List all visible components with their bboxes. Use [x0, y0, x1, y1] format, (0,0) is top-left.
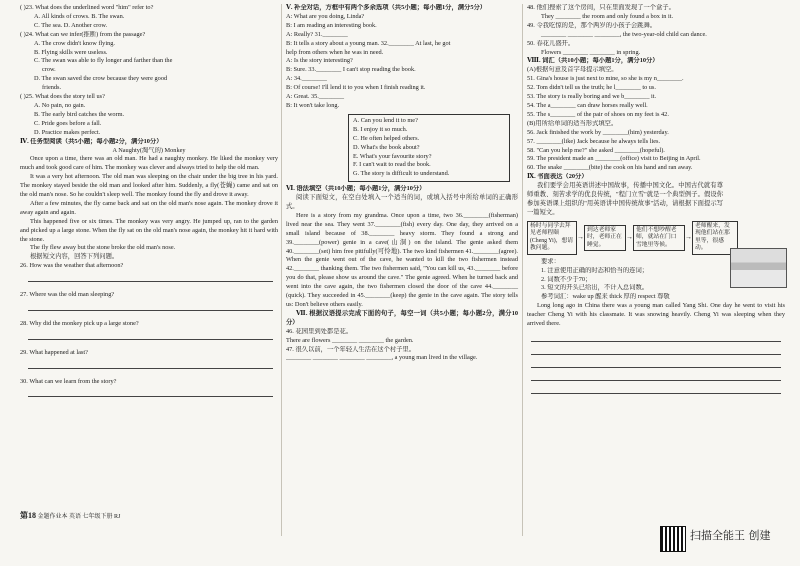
- section-6-instruction: 阅读下面短文，在空白处填入一个适当的词，或填入括号中所给单词的正确形式。: [286, 194, 518, 211]
- arrow-right-icon: →: [626, 233, 633, 242]
- writing-line[interactable]: [531, 355, 781, 368]
- q25-a: A. No pain, no gain.: [34, 101, 86, 109]
- q46-cn: 46. 花园里到处都是花。: [286, 327, 353, 335]
- column-right: [527, 4, 785, 394]
- dialog-line: A: Really? 31.________: [286, 30, 348, 38]
- answer-line-27[interactable]: [28, 304, 273, 311]
- flow-step-2: 到达老师家时，老师正在睡觉。: [584, 225, 626, 252]
- q50-en: Flowers ________ ________ in spring.: [541, 48, 641, 56]
- q59: 59. The president made an ________(office) visit to Beijing in April.: [527, 155, 701, 163]
- story-title: A Naughty(淘气的) Monkey: [112, 146, 186, 154]
- q47-cn: 47. 很久以前，一个年轻人生活在这个村子里。: [286, 345, 416, 353]
- q24-b: B. Flying skills were useless.: [34, 48, 108, 56]
- section-9-prompt: 我们要学会用英语讲述中国故事，传播中国文化。中国古代就有尊师重教、刻苦求学的优良传统，"程门立雪"就是一个典型例子。假设你参加英语课上组织的"用英语讲中国传统故事"活动，请根据下面提示写一篇短文。: [527, 182, 723, 216]
- reference-vocab: 参考词汇：wake up 醒来 thick 厚的 respect 尊敬: [541, 293, 670, 301]
- page-number: 第18: [20, 511, 36, 520]
- option-g: G. The story is difficult to understand.: [353, 170, 450, 178]
- writing-line[interactable]: [531, 329, 781, 342]
- dialog-line: help from others when he was in need.: [286, 48, 384, 56]
- section-9-title: Ⅸ. 书面表达（20分）: [527, 173, 588, 181]
- q25-d: D. Practice makes perfect.: [34, 128, 101, 136]
- answer-line-26[interactable]: [28, 275, 273, 282]
- q58: 58. "Can you help me?" she asked ________(hopeful).: [527, 146, 665, 154]
- requirement-1: 1. 注意使用正确的时态和恰当的连词；: [541, 266, 649, 274]
- q28: 28. Why did the monkey pick up a large stone?: [20, 319, 139, 327]
- dialog-line: B: I am reading an interesting book.: [286, 21, 377, 29]
- arrow-right-icon: →: [685, 233, 692, 242]
- q53: 53. The story is really boring and we b________ it.: [527, 93, 657, 101]
- q25-c: C. Pride goes before a fall.: [34, 119, 102, 127]
- answer-line-29[interactable]: [28, 362, 273, 369]
- dialog-line: B: It tells a story about a young man. 32.________ At last, he got: [286, 39, 451, 47]
- q55: 55. The s________ of the pair of shoes on my feet is 42.: [527, 110, 669, 118]
- section-6-passage: Here is a story from my grandma. Once upon a time, two 36.________(fisherman) lived near the sea. They went 37.________(fish) every day. One day, they arrived on a small island because of 38.________ heavy storm. They found a strong and 39.________(power) genie in a cave(山洞) on the island. The genie asked them 40.________(set) him free pitifully(可怜地). The two kind fishermen 41.________(agree). When the genie went out of the cave, he wanted to kill the two fishermen instead 42.________ thanking them. The two fishermen said, "You can kill us, 43.________ before you do that, please show us around the cave." The genie agreed. When he turned back and went into the cave again, the two fishermen closed the door of the cave 44.________ (quick). They succeeded in 45.________(keep) the genie in the cave again. The story tells us: Don't believe others easily.: [286, 211, 518, 308]
- answer-line-28[interactable]: [28, 333, 273, 340]
- story-para-4: This happened five or six times. The monkey was very angry. He jumped up, ran to the garden and picked up a large stone. When the fly sat on the old man's nose again, the monkey hit it hard with the stone.: [20, 217, 278, 243]
- q48-cn: 48. 他们搜索了这个房间，只在里面发现了一个盒子。: [527, 4, 675, 11]
- page-footer: [20, 512, 120, 522]
- requirements-title: 要求：: [541, 257, 560, 265]
- story-para-5: The fly flew away but the stone broke the old man's nose.: [30, 244, 176, 252]
- q26: 26. How was the weather that afternoon?: [20, 262, 124, 270]
- column-middle: [286, 4, 518, 363]
- dialog-line: A: 34.________: [286, 75, 327, 83]
- qr-code-icon: [660, 526, 686, 552]
- q46-en: There are flowers ________ ________ the garden.: [286, 336, 414, 344]
- options-box: [348, 114, 510, 182]
- story-illustration: [730, 248, 787, 288]
- writing-line[interactable]: [531, 342, 781, 355]
- q25: ( )25. What does the story tell us?: [20, 93, 105, 101]
- option-f: F. I can't wait to read the book.: [353, 161, 431, 169]
- q23-opts-cd: C. The sea. D. Another crow.: [34, 21, 108, 29]
- dialog-line: B: Sure. 33.________ I can't stop reading the book.: [286, 66, 416, 74]
- section-4-title: Ⅳ. 任务型阅读（共5小题；每小题2分，满分10分）: [20, 137, 163, 145]
- q23-opts-ab: A. All kinds of crows. B. The swan.: [34, 12, 125, 20]
- q50-cn: 50. 春花儿盛开。: [527, 39, 575, 47]
- answer-line-30[interactable]: [28, 390, 273, 397]
- q24-c-cont: crow.: [42, 66, 56, 74]
- section-6-title: Ⅵ. 语法填空（共10小题；每小题1分，满分10分）: [286, 185, 426, 193]
- q56: 56. Jack finished the work by ________(him) yesterday.: [527, 128, 669, 136]
- arrow-right-icon: →: [577, 233, 584, 242]
- q54: 54. The a________ can draw horses really well.: [527, 101, 648, 109]
- option-a: A. Can you lend it to me?: [353, 116, 418, 124]
- q47-en: ________ ________ ________ ________, a young man lived in the village.: [286, 354, 478, 362]
- q57: 57. ________(like) Jack because he always tells lies.: [527, 137, 661, 145]
- story-para-3: After a few minutes, the fly came back and sat on the old man's nose again. The monkey drove it away again and again.: [20, 199, 278, 216]
- q49-en: ________ ________ ________, the two-year-old child can dance.: [541, 30, 707, 38]
- requirement-2: 2. 词数不少于70；: [541, 275, 592, 283]
- q23: ( )23. What does the underlined word "him" refer to?: [20, 4, 154, 11]
- footer-text: 金题作业本 英语 七年级下册 RJ: [37, 514, 121, 520]
- dialog-line: B: Of course! I'll lend it to you when I finish reading it.: [286, 84, 426, 92]
- q52: 52. Tom didn't tell us the truth; he l________ to us.: [527, 84, 656, 92]
- q29: 29. What happened at last?: [20, 348, 88, 356]
- q24-a: A. The crow didn't know flying.: [34, 39, 115, 47]
- dialog-line: B: It won't take long.: [286, 101, 340, 109]
- requirement-3: 3. 短文的开头已给出，不计入总词数。: [541, 284, 649, 292]
- option-b: B. I enjoy it so much.: [353, 125, 408, 133]
- q30: 30. What can we learn from the story?: [20, 377, 117, 385]
- q48-en: They ________ the room and only found a box in it.: [541, 12, 674, 20]
- q25-b: B. The early bird catches the worm.: [34, 110, 125, 118]
- story-para-2: It was a very hot afternoon. The old man was sleeping on the chair under the big tree in his yard. The monkey stayed beside the old man and looked after him. Suddenly, a fly(苍蝇) came and sat on the old man's nose. So he couldn't sleep well. The monkey found the fly and drove it away.: [20, 173, 278, 199]
- part-a-title: (A)根据句意及首字母提示填空。: [527, 66, 618, 74]
- q24-c: C. The swan was able to fly longer and farther than the: [34, 57, 173, 65]
- column-left: [20, 4, 278, 406]
- option-c: C. He often helped others.: [353, 134, 420, 142]
- q24-d-cont: friends.: [42, 84, 62, 92]
- story-para-1: Once upon a time, there was an old man. He had a naughty monkey. He liked the monkey very much and took good care of him. The monkey was clever and always tried to help the old man.: [20, 155, 278, 172]
- option-d: D. What's the book about?: [353, 143, 420, 151]
- option-e: E. What's your favourite story?: [353, 152, 432, 160]
- dialog-line: A: What are you doing, Linda?: [286, 12, 365, 20]
- section-5-title: Ⅴ. 补全对话，方框中有两个多余选项（共5小题；每小题1分，满分5分）: [286, 4, 487, 11]
- q24-d: D. The swan saved the crow because they were good: [34, 75, 168, 83]
- essay-opening: Long long ago in China there was a young man called Yang Shi. One day he went to visit his teacher Cheng Yi with his classmate. It was snowing heavily. Cheng Yi was sleeping when they arrived there.: [527, 302, 785, 328]
- q24: ( )24. What can we infer(推断) from the passage?: [20, 30, 146, 38]
- flow-step-1: 杨时与同学去拜见老师程颐(Cheng Yi)，想请教问题。: [527, 221, 577, 255]
- q60: 60. The snake ________(bite) the cook on his hand and ran away.: [527, 164, 693, 172]
- scanner-watermark: 扫描全能王 创建: [690, 529, 771, 542]
- dialog-line: A: Is the story interesting?: [286, 57, 353, 65]
- writing-line[interactable]: [531, 368, 781, 381]
- story-instruction: 根据短文内容，回答下列问题。: [30, 253, 119, 261]
- dialog-line: A: Great. 35.________: [286, 93, 345, 101]
- flow-step-4: 老师醒来，发现他们站在那里等，很感动。: [692, 221, 738, 255]
- writing-line[interactable]: [531, 381, 781, 394]
- section-7-title: Ⅶ. 根据汉语提示完成下面的句子，每空一词（共5小题；每小题2分，满分10分）: [286, 309, 518, 326]
- section-8-title: Ⅷ. 词汇（共10小题；每小题1分，满分10分）: [527, 57, 659, 65]
- q51: 51. Gina's house is just next to mine, so she is my n________.: [527, 75, 684, 83]
- part-b-title: (B)用所给单词的适当形式填空。: [527, 119, 618, 127]
- flow-step-3: 他们不想吵醒老师，就站在门口雪地里等候。: [633, 225, 685, 252]
- q49-cn: 49. 令我吃惊的是，那个两岁的小孩子会跳舞。: [527, 21, 657, 29]
- q27: 27. Where was the old man sleeping?: [20, 291, 115, 299]
